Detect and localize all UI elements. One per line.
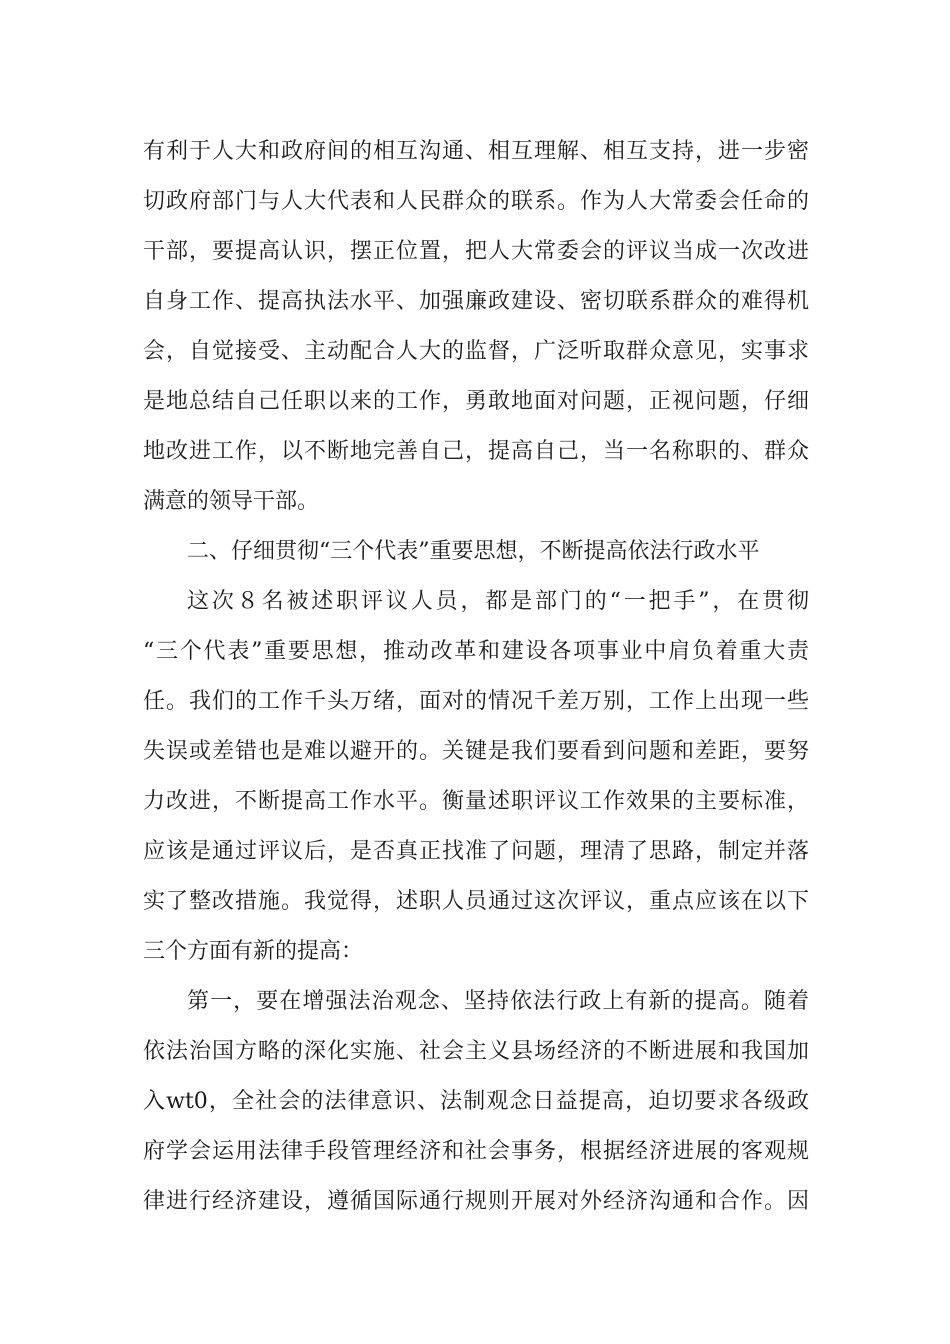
document-body (143, 127, 809, 1227)
text-line: 三个方面有新的提高： (143, 939, 364, 964)
text-line: 入wt0，全社会的法律意识、法制观念日益提高，迫切要求各级政 (143, 1089, 809, 1114)
text-line: 干部，要提高认识，摆正位置，把人大常委会的评议当成一次改进 (143, 239, 809, 264)
text-line: 依法治国方略的深化实施、社会主义县场经济的不断进展和我国加 (143, 1039, 809, 1064)
text-line: 实了整改措施。我觉得，述职人员通过这次评议，重点应该在以下 (143, 889, 809, 914)
text-line: 任。我们的工作千头万绪，面对的情况千差万别，工作上出现一些 (143, 689, 809, 714)
text-line: 有利于人大和政府间的相互沟通、相互理解、相互支持，进一步密 (143, 139, 809, 164)
text-line: 第一，要在增强法治观念、坚持依法行政上有新的提高。随着 (187, 989, 809, 1014)
text-line: “三个代表”重要思想，推动改革和建设各项事业中肩负着重大责 (143, 639, 809, 664)
text-line: 应该是通过评议后，是否真正找准了问题，理清了思路，制定并落 (143, 839, 809, 864)
text-line: 府学会运用法律手段管理经济和社会事务，根据经济进展的客观规 (143, 1139, 809, 1164)
text-line: 会，自觉接受、主动配合人大的监督，广泛听取群众意见，实事求 (143, 339, 809, 364)
text-line: 地改进工作，以不断地完善自己，提高自己，当一名称职的、群众 (143, 439, 809, 464)
text-line: 切政府部门与人大代表和人民群众的联系。作为人大常委会任命的 (143, 189, 809, 214)
text-line: 自身工作、提高执法水平、加强廉政建设、密切联系群众的难得机 (143, 289, 809, 314)
text-line: 律进行经济建设，遵循国际通行规则开展对外经济沟通和合作。因 (143, 1189, 809, 1214)
text-line: 满意的领导干部。 (143, 489, 320, 514)
text-line: 失误或差错也是难以避开的。关键是我们要看到问题和差距，要努 (143, 739, 809, 764)
text-line: 力改进，不断提高工作水平。衡量述职评议工作效果的主要标准， (143, 789, 809, 814)
text-line: 是地总结自己任职以来的工作，勇敢地面对问题，正视问题，仔细 (143, 389, 809, 414)
section-heading: 二、仔细贯彻“三个代表”重要思想，不断提高依法行政水平 (187, 539, 760, 564)
text-line: 这次８名被述职评议人员，都是部门的“一把手”，在贯彻 (187, 589, 809, 614)
